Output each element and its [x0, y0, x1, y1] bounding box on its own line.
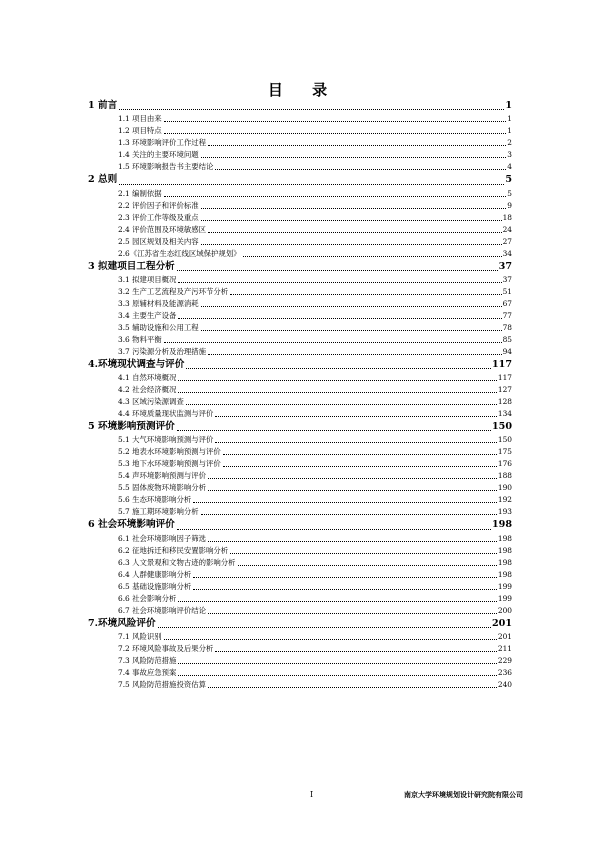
toc-entry-page-number: 2: [507, 138, 512, 148]
toc-section-entry[interactable]: [88, 545, 512, 557]
toc-entry-page-number: 198: [497, 557, 512, 567]
toc-dot-leader: [178, 282, 501, 283]
toc-entry-label: 5.1 大气环境影响预测与评价: [118, 435, 214, 445]
toc-entry-label: 6.6 社会影响分析: [118, 593, 177, 603]
toc-dot-leader: [177, 430, 491, 431]
toc-section-entry[interactable]: [88, 679, 512, 691]
toc-entry-label: 7.环境风险评价: [88, 617, 156, 629]
toc-entry-page-number: 78: [502, 322, 512, 332]
toc-dot-leader: [230, 553, 497, 554]
toc-dot-leader: [201, 208, 507, 209]
toc-dot-leader: [215, 651, 496, 652]
toc-entry-label: 5 环境影响预测评价: [88, 421, 175, 433]
toc-entry-page-number: 37: [498, 260, 512, 272]
toc-section-entry[interactable]: [88, 408, 512, 420]
toc-entry-page-number: 134: [497, 409, 512, 419]
toc-entry-page-number: 192: [497, 495, 512, 505]
toc-section-entry[interactable]: [88, 533, 512, 545]
toc-section-entry[interactable]: [88, 125, 512, 137]
toc-entry-label: 4.3 区域污染源调查: [118, 397, 184, 407]
toc-section-entry[interactable]: [88, 605, 512, 617]
toc-dot-leader: [208, 490, 497, 491]
toc-entry-page-number: 236: [497, 668, 512, 678]
toc-dot-leader: [201, 514, 497, 515]
toc-entry-label: 2.1 编制依据: [118, 188, 162, 198]
toc-entry-label: 1 前言: [88, 100, 118, 111]
toc-entry-page-number: 175: [497, 447, 512, 457]
toc-entry-page-number: 193: [497, 507, 512, 517]
toc-entry-label: 4.4 环境质量现状监测与评价: [118, 409, 214, 419]
toc-chapter-entry[interactable]: [88, 99, 512, 113]
toc-section-entry[interactable]: [88, 581, 512, 593]
toc-section-entry[interactable]: [88, 593, 512, 605]
toc-entry-page-number: 188: [497, 471, 512, 481]
toc-dot-leader: [215, 416, 496, 417]
toc-entry-label: 7.4 事故应急预案: [118, 668, 177, 678]
toc-dot-leader: [201, 330, 502, 331]
footer-page-number: I: [310, 790, 314, 799]
toc-dot-leader: [208, 232, 502, 233]
toc-dot-leader: [178, 663, 496, 664]
toc-entry-label: 1.5 环境影响报告书主要结论: [118, 162, 214, 172]
toc-dot-leader: [164, 196, 507, 197]
toc-entry-label: 3.4 主要生产设备: [118, 310, 177, 320]
toc-chapter-entry[interactable]: [88, 420, 512, 434]
toc-entry-page-number: 1: [505, 100, 512, 111]
toc-entry-label: 1.2 项目特点: [118, 126, 162, 136]
toc-dot-leader: [208, 613, 497, 614]
toc-dot-leader: [178, 380, 496, 381]
toc-entry-label: 6.3 人文景观和文物古迹的影响分析: [118, 557, 236, 567]
toc-chapter-entry[interactable]: [88, 617, 512, 631]
toc-entry-label: 2.4 评价范围及环境敏感区: [118, 224, 207, 234]
toc-entry-label: 3.5 辅助设施和公用工程: [118, 322, 199, 332]
toc-dot-leader: [201, 244, 502, 245]
toc-entry-label: 4.2 社会经济概况: [118, 385, 177, 395]
toc-entry-label: 7.3 风险防范措施: [118, 656, 177, 666]
toc-entry-page-number: 3: [507, 150, 512, 160]
toc-dot-leader: [243, 256, 502, 257]
toc-dot-leader: [158, 627, 491, 628]
toc-section-entry[interactable]: [88, 274, 512, 286]
toc-entry-label: 4.环境现状调查与评价: [88, 358, 185, 370]
toc-dot-leader: [178, 675, 496, 676]
toc-dot-leader: [208, 354, 502, 355]
toc-section-entry[interactable]: [88, 137, 512, 149]
toc-dot-leader: [164, 639, 497, 640]
toc-chapter-entry[interactable]: [88, 518, 512, 532]
toc-section-entry[interactable]: [88, 384, 512, 396]
toc-entry-page-number: 190: [497, 483, 512, 493]
toc-dot-leader: [119, 109, 504, 110]
toc-dot-leader: [164, 121, 507, 122]
toc-entry-label: 1.3 环境影响评价工作过程: [118, 138, 207, 148]
toc-section-entry[interactable]: [88, 149, 512, 161]
toc-entry-page-number: 85: [502, 334, 512, 344]
toc-dot-leader: [164, 342, 502, 343]
toc-chapter-entry[interactable]: [88, 173, 512, 187]
toc-entry-page-number: 51: [502, 286, 512, 296]
toc-dot-leader: [215, 442, 496, 443]
toc-entry-label: 3.3 原辅材料及能源消耗: [118, 298, 199, 308]
toc-section-entry[interactable]: [88, 286, 512, 298]
toc-entry-page-number: 9: [507, 200, 512, 210]
toc-dot-leader: [193, 577, 497, 578]
toc-entry-label: 5.4 声环境影响预测与评价: [118, 471, 207, 481]
toc-entry-page-number: 198: [497, 569, 512, 579]
toc-entry-label: 6 社会环境影响评价: [88, 519, 175, 531]
toc-dot-leader: [201, 220, 502, 221]
toc-entry-page-number: 201: [491, 617, 512, 629]
toc-entry-label: 5.2 地表水环境影响预测与评价: [118, 447, 221, 457]
toc-chapter-entry[interactable]: [88, 260, 512, 274]
toc-section-entry[interactable]: [88, 310, 512, 322]
toc-entry-label: 5.5 固体废物环境影响分析: [118, 483, 207, 493]
toc-entry-page-number: 199: [497, 593, 512, 603]
toc-entry-page-number: 1: [507, 126, 512, 136]
toc-entry-page-number: 198: [491, 519, 512, 531]
toc-section-entry[interactable]: [88, 470, 512, 482]
toc-dot-leader: [178, 601, 496, 602]
toc-entry-page-number: 67: [502, 298, 512, 308]
toc-dot-leader: [201, 306, 502, 307]
toc-entry-page-number: 24: [502, 224, 512, 234]
toc-section-entry[interactable]: [88, 458, 512, 470]
toc-entry-label: 3.2 生产工艺流程及产污环节分析: [118, 286, 229, 296]
toc-entry-label: 2.5 园区规划及相关内容: [118, 236, 199, 246]
toc-section-entry[interactable]: [88, 212, 512, 224]
toc-entry-label: 2.3 评价工作等级及重点: [118, 212, 199, 222]
toc-section-entry[interactable]: [88, 322, 512, 334]
toc-entry-page-number: 77: [502, 310, 512, 320]
toc-entry-label: 6.2 征地拆迁和移民安置影响分析: [118, 545, 229, 555]
toc-entry-label: 2.6《江苏省生态红线区域保护规划》: [118, 248, 241, 258]
toc-section-entry[interactable]: [88, 667, 512, 679]
toc-entry-page-number: 27: [502, 236, 512, 246]
toc-entry-page-number: 117: [497, 373, 512, 383]
toc-entry-label: 1.1 项目由来: [118, 114, 162, 124]
toc-entry-page-number: 240: [497, 680, 512, 690]
toc-entry-page-number: 128: [497, 397, 512, 407]
toc-entry-page-number: 176: [497, 459, 512, 469]
toc-entry-page-number: 5: [507, 188, 512, 198]
toc-dot-leader: [201, 157, 507, 158]
toc-section-entry[interactable]: [88, 396, 512, 408]
toc-dot-leader: [177, 529, 491, 530]
toc-entry-page-number: 150: [491, 421, 512, 433]
toc-entry-label: 3.7 污染源分析及治理措施: [118, 346, 207, 356]
toc-section-entry[interactable]: [88, 506, 512, 518]
toc-dot-leader: [193, 589, 497, 590]
toc-section-entry[interactable]: [88, 446, 512, 458]
toc-section-entry[interactable]: [88, 655, 512, 667]
toc-section-entry[interactable]: [88, 200, 512, 212]
toc-entry-page-number: 198: [497, 533, 512, 543]
toc-entry-label: 7.5 风险防范措施投资估算: [118, 680, 207, 690]
toc-dot-leader: [186, 404, 497, 405]
page-title: 目 录: [267, 81, 340, 99]
toc-section-entry[interactable]: [88, 434, 512, 446]
toc-entry-label: 7.2 环境风险事故及后果分析: [118, 644, 214, 654]
toc-dot-leader: [178, 392, 496, 393]
toc-dot-leader: [164, 133, 507, 134]
toc-entry-page-number: 211: [497, 644, 512, 654]
toc-entry-label: 2 总则: [88, 174, 118, 186]
toc-section-entry[interactable]: [88, 298, 512, 310]
toc-entry-page-number: 1: [507, 114, 512, 124]
toc-section-entry[interactable]: [88, 236, 512, 248]
toc-entry-label: 3 拟建项目工程分析: [88, 260, 175, 272]
toc-entry-label: 6.7 社会环境影响评价结论: [118, 605, 207, 615]
toc-dot-leader: [223, 466, 497, 467]
toc-entry-label: 7.1 风险识别: [118, 632, 162, 642]
toc-entry-page-number: 5: [505, 174, 512, 186]
toc-dot-leader: [208, 687, 497, 688]
footer-organization: 南京大学环境规划设计研究院有限公司: [404, 790, 523, 799]
toc-dot-leader: [193, 502, 497, 503]
toc-entry-page-number: 150: [497, 435, 512, 445]
toc-section-entry[interactable]: [88, 631, 512, 643]
toc-entry-label: 2.2 评价因子和评价标准: [118, 200, 199, 210]
toc-section-entry[interactable]: [88, 557, 512, 569]
toc-section-entry[interactable]: [88, 482, 512, 494]
toc-entry-page-number: 201: [497, 632, 512, 642]
toc-entry-page-number: 198: [497, 545, 512, 555]
toc-entry-page-number: 117: [491, 358, 512, 370]
toc-entry-label: 3.1 拟建项目概况: [118, 274, 177, 284]
toc-dot-leader: [223, 454, 497, 455]
toc-dot-leader: [178, 318, 501, 319]
toc-entry-page-number: 229: [497, 656, 512, 666]
toc-dot-leader: [208, 478, 497, 479]
toc-entry-label: 5.6 生态环境影响分析: [118, 495, 192, 505]
toc-entry-label: 4.1 自然环境概况: [118, 373, 177, 383]
toc-dot-leader: [230, 294, 501, 295]
toc-entry-page-number: 18: [502, 212, 512, 222]
toc-dot-leader: [238, 565, 497, 566]
toc-entry-label: 6.1 社会环境影响因子筛选: [118, 533, 207, 543]
toc-section-entry[interactable]: [88, 188, 512, 200]
toc-section-entry[interactable]: [88, 494, 512, 506]
toc-dot-leader: [208, 145, 506, 146]
toc-entry-label: 1.4 关注的主要环境问题: [118, 150, 199, 160]
toc-dot-leader: [208, 541, 497, 542]
toc-dot-leader: [177, 270, 498, 271]
toc-dot-leader: [215, 169, 506, 170]
toc-section-entry[interactable]: [88, 334, 512, 346]
toc-entry-page-number: 200: [497, 605, 512, 615]
toc-entry-page-number: 34: [502, 248, 512, 258]
toc-entry-label: 5.3 地下水环境影响预测与评价: [118, 459, 221, 469]
toc-chapter-entry[interactable]: [88, 358, 512, 372]
toc-entry-label: 6.4 人群健康影响分析: [118, 569, 192, 579]
toc-entry-label: 6.5 基础设施影响分析: [118, 581, 192, 591]
toc-entry-label: 3.6 物料平衡: [118, 334, 162, 344]
toc-entry-page-number: 199: [497, 581, 512, 591]
toc-entry-page-number: 127: [497, 385, 512, 395]
toc-dot-leader: [186, 368, 491, 369]
toc-entry-label: 5.7 施工期环境影响分析: [118, 507, 199, 517]
toc-entry-page-number: 94: [502, 346, 512, 356]
table-of-contents: [88, 99, 512, 691]
toc-section-entry[interactable]: [88, 248, 512, 260]
toc-section-entry[interactable]: [88, 224, 512, 236]
toc-section-entry[interactable]: [88, 346, 512, 358]
toc-entry-page-number: 4: [507, 162, 512, 172]
toc-section-entry[interactable]: [88, 113, 512, 125]
toc-dot-leader: [119, 184, 504, 185]
toc-section-entry[interactable]: [88, 643, 512, 655]
toc-section-entry[interactable]: [88, 569, 512, 581]
toc-section-entry[interactable]: [88, 372, 512, 384]
toc-entry-page-number: 37: [502, 274, 512, 284]
toc-section-entry[interactable]: [88, 161, 512, 173]
